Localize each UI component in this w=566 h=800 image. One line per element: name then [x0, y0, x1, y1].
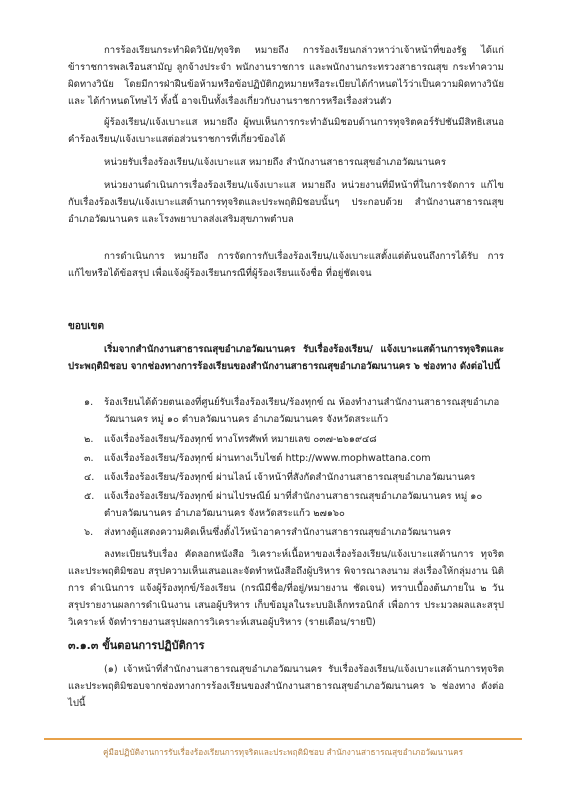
channel-text: แจ้งเรื่องร้องเรียน/ร้องทุกข์ ผ่านไปรษณีย์ มาที่สำนักงานสาธารณสุขอำเภอวัฒนานคร หมู่ ๑๐ ตำบลวัฒนานคร อำเภอวัฒนานคร จังหวัดสระแก้ว ๒๗๑๖๐: [104, 491, 483, 519]
channel-item: [84, 450, 504, 467]
channel-number: ๑.: [84, 397, 94, 408]
footer-divider: [44, 738, 522, 740]
channel-number: ๒.: [84, 434, 94, 445]
channel-text: แจ้งเรื่องร้องเรียน/ร้องทุกข์ ทางโทรศัพท์ หมายเลข ๐๓๗-๒๖๑๙๔๘: [104, 434, 377, 445]
definition-operation: การดำเนินการ หมายถึง การจัดการกับเรื่องร้องเรียน/แจ้งเบาะแสตั้งแต่ต้นจนถึงการได้รับ การ แก้ไขหรือได้ข้อสรุป เพื่อแจ้งผู้ร้องเรียนกรณีที่ผู้ร้องเรียนแจ้งชื่อ ที่อยู่ชัดเจน: [68, 251, 504, 279]
channel-number: ๖.: [84, 527, 94, 538]
channel-item: [84, 524, 504, 541]
channel-text: แจ้งเรื่องร้องเรียน/ร้องทุกข์ ผ่านทางเว็บไซต์ http://www.mophwattana.com: [104, 453, 431, 464]
channel-text: ร้องเรียนได้ด้วยตนเองที่ศูนย์รับเรื่องร้องเรียน/ร้องทุกข์ ณ ห้องทำงานสำนักงานสาธารณสุขอำเภอวัฒนานคร หมู่ ๑๐ ตำบลวัฒนานคร อำเภอวัฒนานคร จังหวัดสระแก้ว: [104, 397, 500, 425]
scope-process-paragraph: ลงทะเบียนรับเรื่อง คัดลอกหนังสือ วิเคราะห์เนื้อหาของเรื่องร้องเรียน/แจ้งเบาะแสด้านการ ทุจริตและประพฤติมิชอบ สรุปความเห็นเสนอและจัดทำหนังสือถึงผู้บริหาร พิจารณาลงนาม ส่งเรื่องให้กลุ่มงาน นิติการ ดำเนินการ แจ้งผู้ร้องทุกข์/ร้องเรียน (กรณีมีชื่อ/ที่อยู่/หมายงาน ชัดเจน) ทราบเบื้องต้นภายใน ๒ วัน สรุปรายงานผลการดำเนินงาน เสนอผู้บริหาร เก็บข้อมูลในระบบอิเล็กทรอนิกส์ เพื่อการ ประมวลผลและสรุปวิเคราะห์ จัดทำรายงานสรุปผลการวิเคราะห์เสนอผู้บริหาร (รายเดือน/รายปี): [68, 549, 504, 628]
procedure-step-1: (๑) เจ้าหน้าที่สำนักงานสาธารณสุขอำเภอวัฒนานคร รับเรื่องร้องเรียน/แจ้งเบาะแสด้านการทุจริตและประพฤติมิชอบจากช่องทางการร้องเรียนของสำนักงานสาธารณสุขอำเภอวัฒนานคร ๖ ช่องทาง ดังต่อไปนี้: [68, 664, 504, 709]
definition-handling-unit: หน่วยงานดำเนินการเรื่องร้องเรียน/แจ้งเบาะแส หมายถึง หน่วยงานที่มีหน้าที่ในการจัดการ แก้ไขกับเรื่องร้องเรียน/แจ้งเบาะแสด้านการทุจริตและประพฤติมิชอบนั้นๆ ประกอบด้วย สำนักงานสาธารณสุขอำเภอวัฒนานคร และโรงพยาบาลส่งเสริมสุขภาพตำบล: [68, 180, 504, 225]
definition-receiving-unit: หน่วยรับเรื่องร้องเรียน/แจ้งเบาะแส หมายถึง สำนักงานสาธารณสุขอำเภอวัฒนานคร: [104, 157, 446, 168]
channel-text: ส่งทางตู้แสดงความคิดเห็นซึ่งตั้งไว้หน้าอาคารสำนักงานสาธารณสุขอำเภอวัฒนานคร: [104, 527, 451, 538]
channel-item: [84, 488, 504, 522]
definition-misconduct: การร้องเรียนกระทำผิดวินัย/ทุจริต หมายถึง การร้องเรียนกล่าวหาว่าเจ้าหน้าที่ของรัฐ ได้แก่ ข้าราชการพลเรือนสามัญ ลูกจ้างประจำ พนักงานราชการ และพนักงานกระทรวงสาธารณสุข กระทำความผิดทางวินัย โดยมีการฝ่าฝืนข้อห้ามหรือข้อปฏิบัติกฎหมายหรือระเบียบได้กำหนดไว้ว่าเป็นความผิดทางวินัย และ ได้กำหนดโทษไว้ ทั้งนี้ อาจเป็นทั้งเรื่องเกี่ยวกับงานราชการหรือเรื่องส่วนตัว: [68, 45, 504, 107]
channel-item: [84, 431, 504, 448]
footer-caption: คู่มือปฏิบัติงานการรับเรื่องร้องเรียนการทุจริตและประพฤติมิชอบ สำนักงานสาธารณสุขอำเภอวัฒนานคร: [102, 747, 464, 757]
procedure-heading: ๓.๑.๓ ขั้นตอนการปฏิบัติการ: [68, 639, 205, 652]
channel-item: [84, 394, 504, 428]
channel-number: ๔.: [84, 472, 95, 483]
scope-heading: ขอบเขต: [68, 321, 104, 332]
channel-text: แจ้งเรื่องร้องเรียน/ร้องทุกข์ ผ่านไลน์ เจ้าหน้าที่สังกัดสำนักงานสาธารณสุขอำเภอวัฒนานคร: [104, 472, 476, 483]
channel-number: ๕.: [84, 491, 95, 502]
definition-complainant: ผู้ร้องเรียน/แจ้งเบาะแส หมายถึง ผู้พบเห็นการกระทำอันมิชอบด้านการทุจริตคอร์รัปชันมีสิทธิเสนอคำร้องเรียน/แจ้งเบาะแสต่อส่วนราชการที่เกี่ยวข้องได้: [68, 117, 504, 145]
channel-number: ๓.: [84, 453, 94, 464]
channel-item: [84, 469, 504, 486]
scope-intro: เริ่มจากสำนักงานสาธารณสุขอำเภอวัฒนานคร รับเรื่องร้องเรียน/ แจ้งเบาะแสด้านการทุจริตและประพฤติมิชอบ จากช่องทางการร้องเรียนของสำนักงานสาธารณสุขอำเภอวัฒนานคร ๖ ช่องทาง ดังต่อไปนี้: [68, 344, 504, 372]
